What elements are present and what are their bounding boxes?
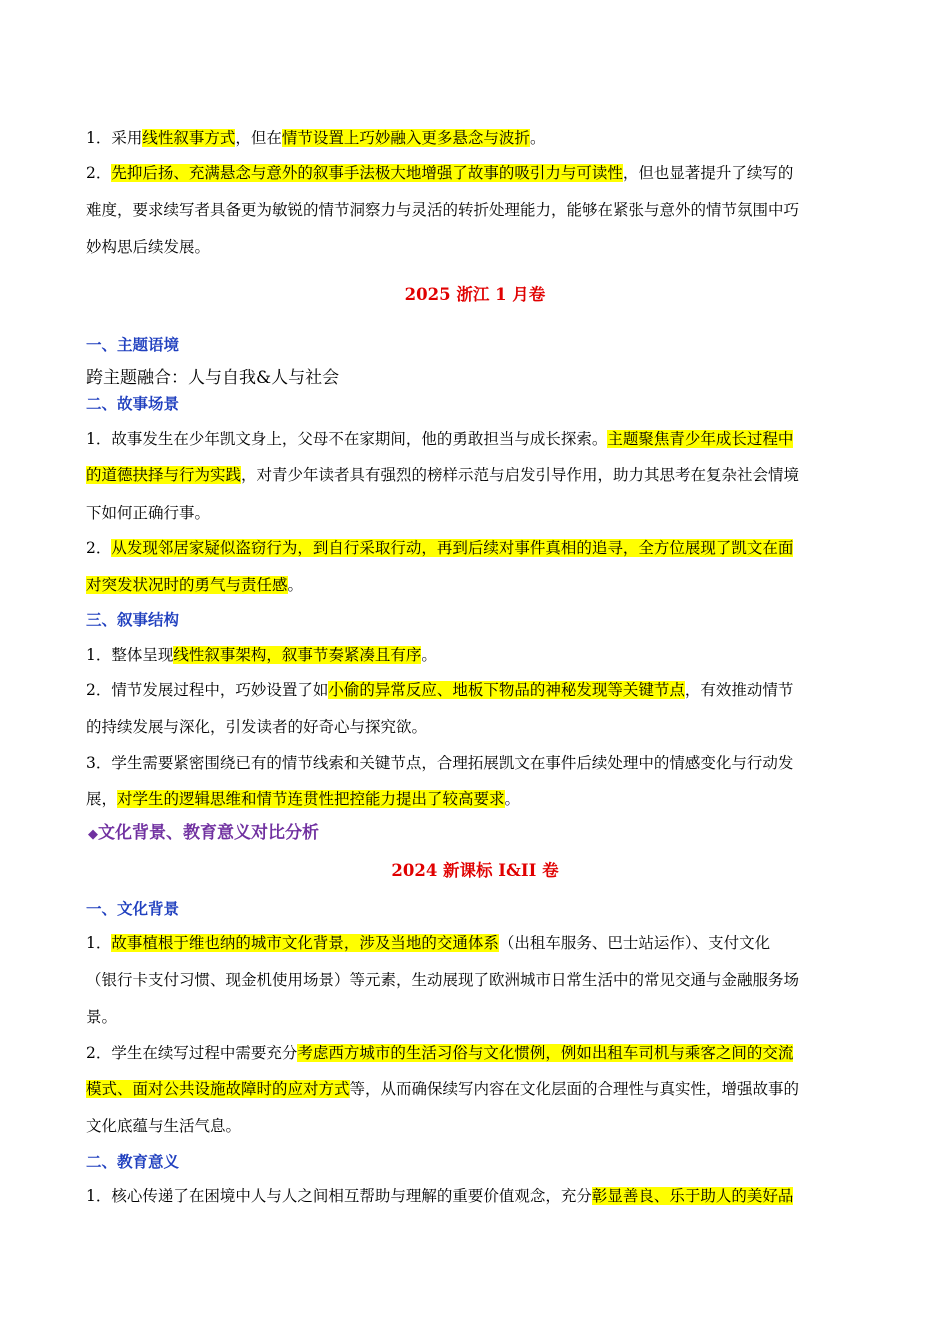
paragraph-line: 难度，要求续写者具备更为敏锐的情节洞察力与灵活的转折处理能力，能够在紧张与意外的情节氛围中巧 — [86, 201, 800, 219]
highlight: 从发现邻居家疑似盗窃行为，到自行采取行动，再到后续对事件真相的追寻，全方位展现了凯文在面 — [111, 539, 794, 557]
paragraph-line: （银行卡支付习惯、现金机使用场景）等元素，生动展现了欧洲城市日常生活中的常见交通与金融服务场 — [86, 971, 800, 989]
heading-structure: 三、叙事结构 — [86, 610, 180, 629]
list-number: 2． — [86, 681, 112, 699]
paragraph-scene-2 — [86, 536, 793, 560]
paragraph-line: 对突发状况时的勇气与责任感。 — [86, 576, 304, 594]
paragraph-culture-1: 1．故事植根于维也纳的城市文化背景，涉及当地的交通体系（出租车服务、巴士站运作）、支付文化 — [86, 934, 771, 952]
paragraph-line: 景。 — [86, 1008, 118, 1026]
paragraph-culture-2: 2．学生在续写过程中需要充分考虑西方城市的生活习俗与文化惯例，例如出租车司机与乘客之间的交流 — [86, 1044, 794, 1062]
list-number: 2． — [86, 539, 112, 557]
list-number: 1． — [86, 646, 112, 664]
highlight: 线性叙事方式 — [142, 129, 236, 147]
paragraph-suspense: 2．先抑后扬、充满悬念与意外的叙事手法极大地增强了故事的吸引力与可读性，但也显著提升了续写的 — [86, 164, 794, 182]
heading-education: 二、教育意义 — [86, 1152, 180, 1171]
section-title-zhejiang: 2025 浙江 1 月卷 — [404, 285, 546, 304]
highlight: 模式、面对公共设施故障时的应对方式 — [86, 1080, 350, 1098]
highlight: 主题聚焦青少年成长过程中 — [607, 430, 794, 448]
paragraph-line: 展，对学生的逻辑思维和情节连贯性把控能力提出了较高要求。 — [86, 790, 521, 808]
paragraph-structure-3: 3．学生需要紧密围绕已有的情节线索和关键节点，合理拓展凯文在事件后续处理中的情感变化与行动发 — [86, 754, 794, 772]
highlight: 对学生的逻辑思维和情节连贯性把控能力提出了较高要求 — [117, 790, 505, 808]
paragraph-line: 下如何正确行事。 — [86, 504, 211, 522]
highlight: 的道德抉择与行为实践 — [86, 466, 242, 484]
highlight: 考虑西方城市的生活习俗与文化惯例，例如出租车司机与乘客之间的交流 — [297, 1044, 794, 1062]
comparison-heading: ◆文化背景、教育意义对比分析 — [88, 823, 319, 843]
list-number: 1． — [86, 1187, 112, 1205]
highlight: 先抑后扬、充满悬念与意外的叙事手法极大地增强了故事的吸引力与可读性 — [111, 164, 623, 182]
paragraph-line: 的道德抉择与行为实践，对青少年读者具有强烈的榜样示范与启发引导作用，助力其思考在复杂社会情境 — [86, 466, 800, 484]
heading-theme: 一、主题语境 — [86, 335, 180, 354]
paragraph-linear-narrative: 1．采用线性叙事方式，但在情节设置上巧妙融入更多悬念与波折。 — [86, 129, 546, 147]
list-number: 3． — [86, 754, 112, 772]
heading-scene: 二、故事场景 — [86, 394, 180, 413]
paragraph-line: 的持续发展与深化，引发读者的好奇心与探究欲。 — [86, 718, 428, 736]
highlight: 彰显善良、乐于助人的美好品 — [591, 1187, 794, 1205]
list-number: 2． — [86, 164, 112, 182]
paragraph-scene-1: 1．故事发生在少年凯文身上，父母不在家期间，他的勇敢担当与成长探索。主题聚焦青少年成长过程中 — [86, 430, 794, 448]
diamond-bullet-icon: ◆ — [88, 827, 98, 842]
list-number: 1． — [86, 934, 112, 952]
theme-text: 跨主题融合：人与自我&人与社会 — [86, 368, 340, 388]
paragraph-line: 文化底蕴与生活气息。 — [86, 1117, 242, 1135]
paragraph-structure-1: 1．整体呈现线性叙事架构，叙事节奏紧凑且有序。 — [86, 646, 437, 664]
list-number: 1． — [86, 430, 112, 448]
heading-culture: 一、文化背景 — [86, 899, 180, 918]
highlight: 情节设置上巧妙融入更多悬念与波折 — [281, 129, 530, 147]
list-number: 2． — [86, 1044, 112, 1062]
list-number: 1． — [86, 129, 112, 147]
paragraph-structure-2: 2．情节发展过程中，巧妙设置了如小偷的异常反应、地板下物品的神秘发现等关键节点，有效推动情节 — [86, 681, 794, 699]
section-title-xinkebiao: 2024 新课标 I&II 卷 — [391, 861, 559, 880]
paragraph-line: 模式、面对公共设施故障时的应对方式等，从而确保续写内容在文化层面的合理性与真实性，增强故事的 — [86, 1080, 800, 1098]
highlight: 线性叙事架构，叙事节奏紧凑且有序 — [173, 646, 422, 664]
paragraph-line: 妙构思后续发展。 — [86, 238, 211, 256]
paragraph-education-1: 1．核心传递了在困境中人与人之间相互帮助与理解的重要价值观念，充分彰显善良、乐于助人的美好品 — [86, 1187, 794, 1205]
highlight: 小偷的异常反应、地板下物品的神秘发现等关键节点 — [328, 681, 685, 699]
highlight: 故事植根于维也纳的城市文化背景，涉及当地的交通体系 — [111, 934, 499, 952]
highlight: 对突发状况时的勇气与责任感 — [86, 576, 288, 594]
